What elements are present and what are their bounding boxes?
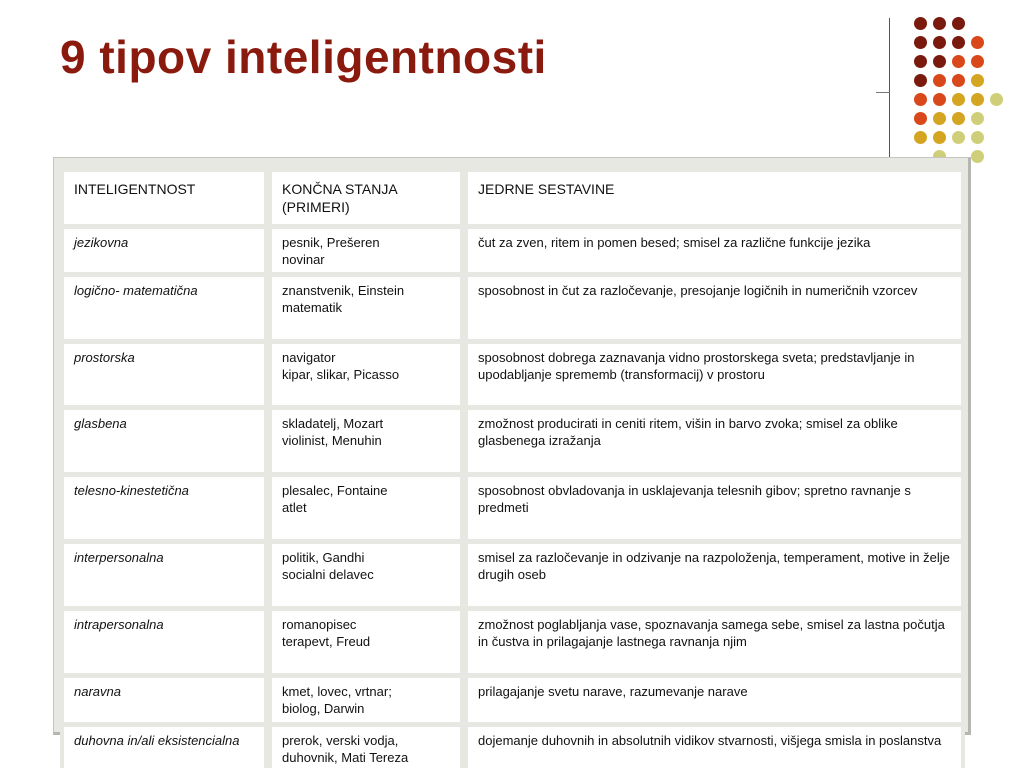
decorative-dot-grid: [905, 10, 1015, 170]
decorative-dot: [933, 36, 946, 49]
decorative-dot: [971, 150, 984, 163]
core-components-cell: sposobnost in čut za razločevanje, presojanje logičnih in numeričnih vzorcev: [464, 277, 965, 339]
decorative-dot: [914, 17, 927, 30]
intelligence-types-table: [60, 167, 965, 768]
decorative-dot: [952, 55, 965, 68]
table-row: [60, 727, 965, 768]
example-line: pesnik, Prešeren: [282, 235, 380, 250]
decorative-dot: [952, 93, 965, 106]
example-line: matematik: [282, 300, 342, 315]
example-line: kmet, lovec, vrtnar;: [282, 684, 392, 699]
decorative-dot: [971, 36, 984, 49]
decorative-dot: [914, 112, 927, 125]
decorative-dot: [990, 93, 1003, 106]
decorative-dot: [933, 93, 946, 106]
intelligence-type-cell: telesno-kinestetična: [60, 477, 268, 539]
decorative-dot: [971, 93, 984, 106]
decorative-dot: [933, 17, 946, 30]
header-end-states: [268, 172, 464, 224]
decorative-dot: [952, 74, 965, 87]
example-line: prerok, verski vodja,: [282, 733, 399, 748]
example-line: romanopisec: [282, 617, 357, 632]
decorative-dot: [971, 131, 984, 144]
example-line: terapevt, Freud: [282, 634, 371, 649]
decorative-dot: [933, 112, 946, 125]
decorative-dot: [933, 74, 946, 87]
example-line: skladatelj, Mozart: [282, 416, 384, 431]
example-line: atlet: [282, 500, 307, 515]
core-components-cell: dojemanje duhovnih in absolutnih vidikov stvarnosti, višjega smisla in poslanstva: [464, 727, 965, 768]
examples-cell: [268, 477, 464, 539]
decorative-dot: [914, 36, 927, 49]
examples-cell: [268, 678, 464, 722]
decorative-dot: [952, 36, 965, 49]
example-line: duhovnik, Mati Tereza: [282, 750, 409, 765]
decorative-dot: [914, 74, 927, 87]
decorative-dot: [933, 55, 946, 68]
decorative-dot: [914, 131, 927, 144]
example-line: kipar, slikar, Picasso: [282, 367, 400, 382]
table-header-row: [60, 172, 965, 224]
example-line: violinist, Menuhin: [282, 433, 382, 448]
header-end-states-line2: (PRIMERI): [282, 199, 350, 215]
intelligence-type-cell: logično- matematična: [60, 277, 268, 339]
example-line: navigator: [282, 350, 336, 365]
table-row: [60, 477, 965, 539]
intelligence-type-cell: prostorska: [60, 344, 268, 405]
examples-cell: [268, 611, 464, 673]
header-intelligence: INTELIGENTNOST: [60, 172, 268, 224]
page-title: 9 tipov inteligentnosti: [60, 31, 547, 83]
intelligence-type-cell: intrapersonalna: [60, 611, 268, 673]
table-row: [60, 277, 965, 339]
core-components-cell: zmožnost poglabljanja vase, spoznavanja samega sebe, smisel za lastna počutja in čustva in prilagajanje lastnega ravnanja njim: [464, 611, 965, 673]
examples-cell: [268, 229, 464, 272]
examples-cell: [268, 344, 464, 405]
example-line: plesalec, Fontaine: [282, 483, 388, 498]
examples-cell: [268, 277, 464, 339]
decorative-dot: [914, 93, 927, 106]
decorative-dot: [933, 131, 946, 144]
core-components-cell: sposobnost obvladovanja in usklajevanja telesnih gibov; spretno ravnanje s predmeti: [464, 477, 965, 539]
example-line: biolog, Darwin: [282, 701, 365, 716]
example-line: socialni delavec: [282, 567, 374, 582]
example-line: politik, Gandhi: [282, 550, 365, 565]
decorative-horizontal-tick: [876, 92, 890, 93]
intelligence-type-cell: glasbena: [60, 410, 268, 472]
core-components-cell: čut za zven, ritem in pomen besed; smisel za različne funkcije jezika: [464, 229, 965, 272]
core-components-cell: sposobnost dobrega zaznavanja vidno prostorskega sveta; predstavljanje in upodabljanje sprememb (transformacij) v prostoru: [464, 344, 965, 405]
decorative-dot: [952, 131, 965, 144]
examples-cell: [268, 410, 464, 472]
core-components-cell: prilagajanje svetu narave, razumevanje narave: [464, 678, 965, 722]
table-row: [60, 410, 965, 472]
examples-cell: [268, 544, 464, 606]
table-row: [60, 544, 965, 606]
decorative-dot: [952, 112, 965, 125]
intelligence-type-cell: jezikovna: [60, 229, 268, 272]
core-components-cell: zmožnost producirati in ceniti ritem, višin in barvo zvoka; smisel za oblike glasbenega izražanja: [464, 410, 965, 472]
core-components-cell: smisel za razločevanje in odzivanje na razpoloženja, temperament, motive in želje drugih oseb: [464, 544, 965, 606]
intelligence-type-cell: duhovna in/ali eksistencialna: [60, 727, 268, 768]
intelligence-type-cell: interpersonalna: [60, 544, 268, 606]
decorative-dot: [971, 55, 984, 68]
table-row: [60, 344, 965, 405]
header-end-states-line1: KONČNA STANJA: [282, 181, 398, 197]
decorative-dot: [914, 55, 927, 68]
example-line: znanstvenik, Einstein: [282, 283, 405, 298]
header-core-components: JEDRNE SESTAVINE: [464, 172, 965, 224]
table-row: [60, 611, 965, 673]
decorative-dot: [971, 74, 984, 87]
decorative-dot: [971, 112, 984, 125]
table-row: [60, 229, 965, 272]
examples-cell: [268, 727, 464, 768]
table-row: [60, 678, 965, 722]
example-line: novinar: [282, 252, 325, 267]
intelligence-type-cell: naravna: [60, 678, 268, 722]
decorative-dot: [952, 17, 965, 30]
